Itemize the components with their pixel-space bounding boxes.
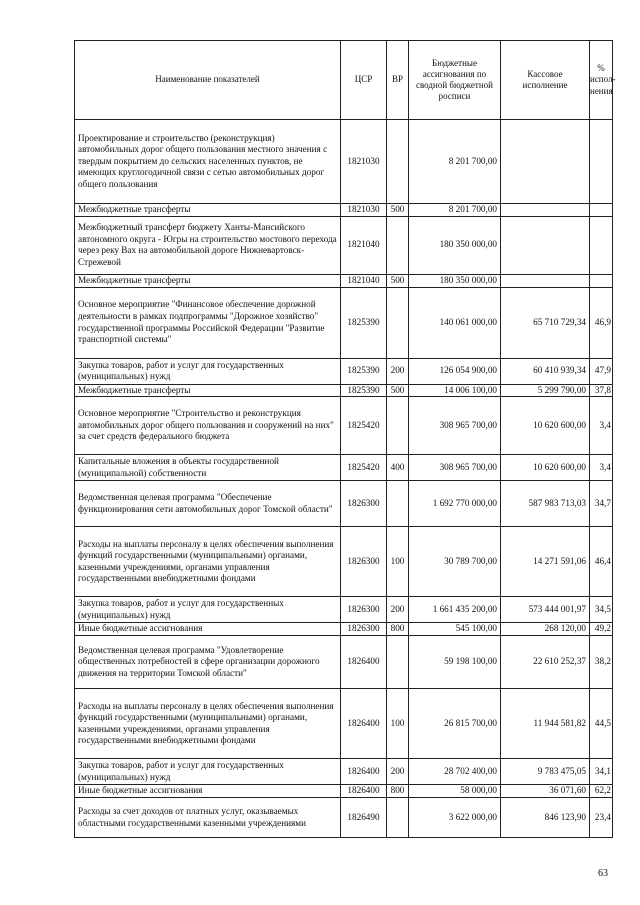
row-name: Закупка товаров, работ и услуг для государственных (муниципальных) нужд — [75, 759, 341, 785]
row-name: Закупка товаров, работ и услуг для государственных (муниципальных) нужд — [75, 597, 341, 623]
row-cash — [501, 274, 590, 287]
row-vr: 400 — [387, 455, 409, 481]
row-csr: 1826490 — [341, 798, 387, 838]
table-row — [75, 597, 613, 623]
row-budget: 126 054 900,00 — [409, 358, 501, 384]
row-csr: 1826400 — [341, 689, 387, 759]
table-row — [75, 481, 613, 527]
row-vr: 500 — [387, 204, 409, 217]
row-vr — [387, 120, 409, 204]
row-vr: 200 — [387, 759, 409, 785]
row-csr: 1825390 — [341, 287, 387, 358]
row-cash: 60 410 939,34 — [501, 358, 590, 384]
row-csr: 1821040 — [341, 216, 387, 274]
row-csr: 1821030 — [341, 120, 387, 204]
row-vr: 200 — [387, 358, 409, 384]
row-vr — [387, 216, 409, 274]
table-row — [75, 204, 613, 217]
row-pct: 3,4 — [590, 455, 613, 481]
row-budget: 545 100,00 — [409, 623, 501, 636]
header-name: Наименование показателей — [75, 41, 341, 120]
row-budget: 30 789 700,00 — [409, 527, 501, 597]
row-budget: 14 006 100,00 — [409, 384, 501, 397]
row-budget: 8 201 700,00 — [409, 204, 501, 217]
row-budget: 58 000,00 — [409, 785, 501, 798]
table-row — [75, 785, 613, 798]
row-csr: 1826300 — [341, 597, 387, 623]
row-budget: 59 198 100,00 — [409, 636, 501, 689]
row-name: Межбюджетные трансферты — [75, 274, 341, 287]
row-budget: 1 661 435 200,00 — [409, 597, 501, 623]
row-csr: 1825390 — [341, 358, 387, 384]
row-vr — [387, 481, 409, 527]
table-row — [75, 689, 613, 759]
row-pct: 46,9 — [590, 287, 613, 358]
row-budget: 140 061 000,00 — [409, 287, 501, 358]
row-vr: 500 — [387, 384, 409, 397]
table-row — [75, 798, 613, 838]
row-cash: 573 444 001,97 — [501, 597, 590, 623]
table-row — [75, 623, 613, 636]
table-row — [75, 384, 613, 397]
row-budget: 1 692 770 000,00 — [409, 481, 501, 527]
row-pct: 34,7 — [590, 481, 613, 527]
row-name: Капитальные вложения в объекты государственной (муниципальной) собственности — [75, 455, 341, 481]
row-csr: 1825390 — [341, 384, 387, 397]
row-vr: 100 — [387, 527, 409, 597]
page-number: 63 — [598, 868, 608, 879]
row-vr — [387, 798, 409, 838]
row-name: Основное мероприятие "Строительство и реконструкция автомобильных дорог общего пользования и сооружений на них" за счет средств федерального бюджета — [75, 397, 341, 455]
row-budget: 308 965 700,00 — [409, 397, 501, 455]
row-csr: 1826400 — [341, 785, 387, 798]
row-pct: 46,4 — [590, 527, 613, 597]
row-cash: 22 610 252,37 — [501, 636, 590, 689]
row-name: Ведомственная целевая программа "Обеспечение функционирования сети автомобильных дорог Томской области" — [75, 481, 341, 527]
row-name: Расходы на выплаты персоналу в целях обеспечения выполнения функций государственными (муниципальными) органами, казенными учреждениями, органами управления государственными внебюджетными фондами — [75, 689, 341, 759]
row-name: Закупка товаров, работ и услуг для государственных (муниципальных) нужд — [75, 358, 341, 384]
row-pct: 62,2 — [590, 785, 613, 798]
table-row — [75, 759, 613, 785]
row-vr: 500 — [387, 274, 409, 287]
row-name: Межбюджетные трансферты — [75, 384, 341, 397]
row-pct: 34,1 — [590, 759, 613, 785]
row-cash — [501, 204, 590, 217]
row-vr: 800 — [387, 785, 409, 798]
row-budget: 8 201 700,00 — [409, 120, 501, 204]
row-budget: 28 702 400,00 — [409, 759, 501, 785]
table-row — [75, 455, 613, 481]
row-budget: 180 350 000,00 — [409, 216, 501, 274]
row-cash — [501, 120, 590, 204]
table-header-row — [75, 41, 613, 120]
row-name: Расходы за счет доходов от платных услуг, оказываемых областными государственными казенными учреждениями — [75, 798, 341, 838]
table-row — [75, 397, 613, 455]
row-vr — [387, 397, 409, 455]
header-cash: Кассовое исполнение — [501, 41, 590, 120]
row-vr: 200 — [387, 597, 409, 623]
table-row — [75, 216, 613, 274]
table-row — [75, 287, 613, 358]
row-cash — [501, 216, 590, 274]
row-csr: 1826300 — [341, 481, 387, 527]
row-pct: 49,2 — [590, 623, 613, 636]
row-pct: 34,5 — [590, 597, 613, 623]
row-csr: 1826400 — [341, 636, 387, 689]
row-vr — [387, 287, 409, 358]
row-budget: 180 350 000,00 — [409, 274, 501, 287]
table-row — [75, 120, 613, 204]
row-cash: 846 123,90 — [501, 798, 590, 838]
row-budget: 26 815 700,00 — [409, 689, 501, 759]
row-cash: 36 071,60 — [501, 785, 590, 798]
row-csr: 1825420 — [341, 455, 387, 481]
table-row — [75, 636, 613, 689]
budget-execution-table — [74, 40, 616, 838]
header-csr: ЦСР — [341, 41, 387, 120]
row-pct: 3,4 — [590, 397, 613, 455]
header-pct: % испол-нения — [590, 41, 613, 120]
row-budget: 308 965 700,00 — [409, 455, 501, 481]
header-budget: Бюджетные ассигнования по сводной бюджетной росписи — [409, 41, 501, 120]
row-vr: 100 — [387, 689, 409, 759]
table-row — [75, 274, 613, 287]
row-cash: 10 620 600,00 — [501, 455, 590, 481]
table-row — [75, 358, 613, 384]
row-csr: 1825420 — [341, 397, 387, 455]
row-name: Расходы на выплаты персоналу в целях обеспечения выполнения функций государственными (муниципальными) органами, казенными учреждениями, органами управления государственными внебюджетными фондами — [75, 527, 341, 597]
row-name: Ведомственная целевая программа "Удовлетворение общественных потребностей в сфере организации дорожного движения на территории Томской области" — [75, 636, 341, 689]
row-cash: 268 120,00 — [501, 623, 590, 636]
row-pct: 44,5 — [590, 689, 613, 759]
row-name: Межбюджетные трансферты — [75, 204, 341, 217]
row-cash: 11 944 581,82 — [501, 689, 590, 759]
table-row — [75, 527, 613, 597]
row-pct: 47,9 — [590, 358, 613, 384]
row-name: Основное мероприятие "Финансовое обеспечение дорожной деятельности в рамках подпрограммы "Дорожное хозяйство" государственной программы Российской Федерации "Развитие транспортной системы" — [75, 287, 341, 358]
row-name: Проектирование и строительство (реконструкция) автомобильных дорог общего пользования местного значения с твердым покрытием до сельских населенных пунктов, не имеющих круглогодичной связи с сетью автомобильных дорог общего пользования — [75, 120, 341, 204]
row-csr: 1826300 — [341, 527, 387, 597]
header-vr: ВР — [387, 41, 409, 120]
row-pct: 23,4 — [590, 798, 613, 838]
row-csr: 1821030 — [341, 204, 387, 217]
row-cash: 14 271 591,06 — [501, 527, 590, 597]
row-cash: 587 983 713,03 — [501, 481, 590, 527]
row-csr: 1821040 — [341, 274, 387, 287]
row-csr: 1826300 — [341, 623, 387, 636]
row-cash: 65 710 729,34 — [501, 287, 590, 358]
row-budget: 3 622 000,00 — [409, 798, 501, 838]
row-name: Иные бюджетные ассигнования — [75, 785, 341, 798]
row-pct: 38,2 — [590, 636, 613, 689]
row-name: Иные бюджетные ассигнования — [75, 623, 341, 636]
row-pct — [590, 274, 613, 287]
row-cash: 10 620 600,00 — [501, 397, 590, 455]
row-pct — [590, 216, 613, 274]
row-cash: 9 783 475,05 — [501, 759, 590, 785]
row-vr — [387, 636, 409, 689]
row-vr: 800 — [387, 623, 409, 636]
row-pct: 37,8 — [590, 384, 613, 397]
row-pct — [590, 204, 613, 217]
row-csr: 1826400 — [341, 759, 387, 785]
row-pct — [590, 120, 613, 204]
row-cash: 5 299 790,00 — [501, 384, 590, 397]
row-name: Межбюджетный трансферт бюджету Ханты-Мансийского автономного округа - Югры на строительство мостового перехода через реку Вах на автомобильной дороге Нижневартовск-Стрежевой — [75, 216, 341, 274]
